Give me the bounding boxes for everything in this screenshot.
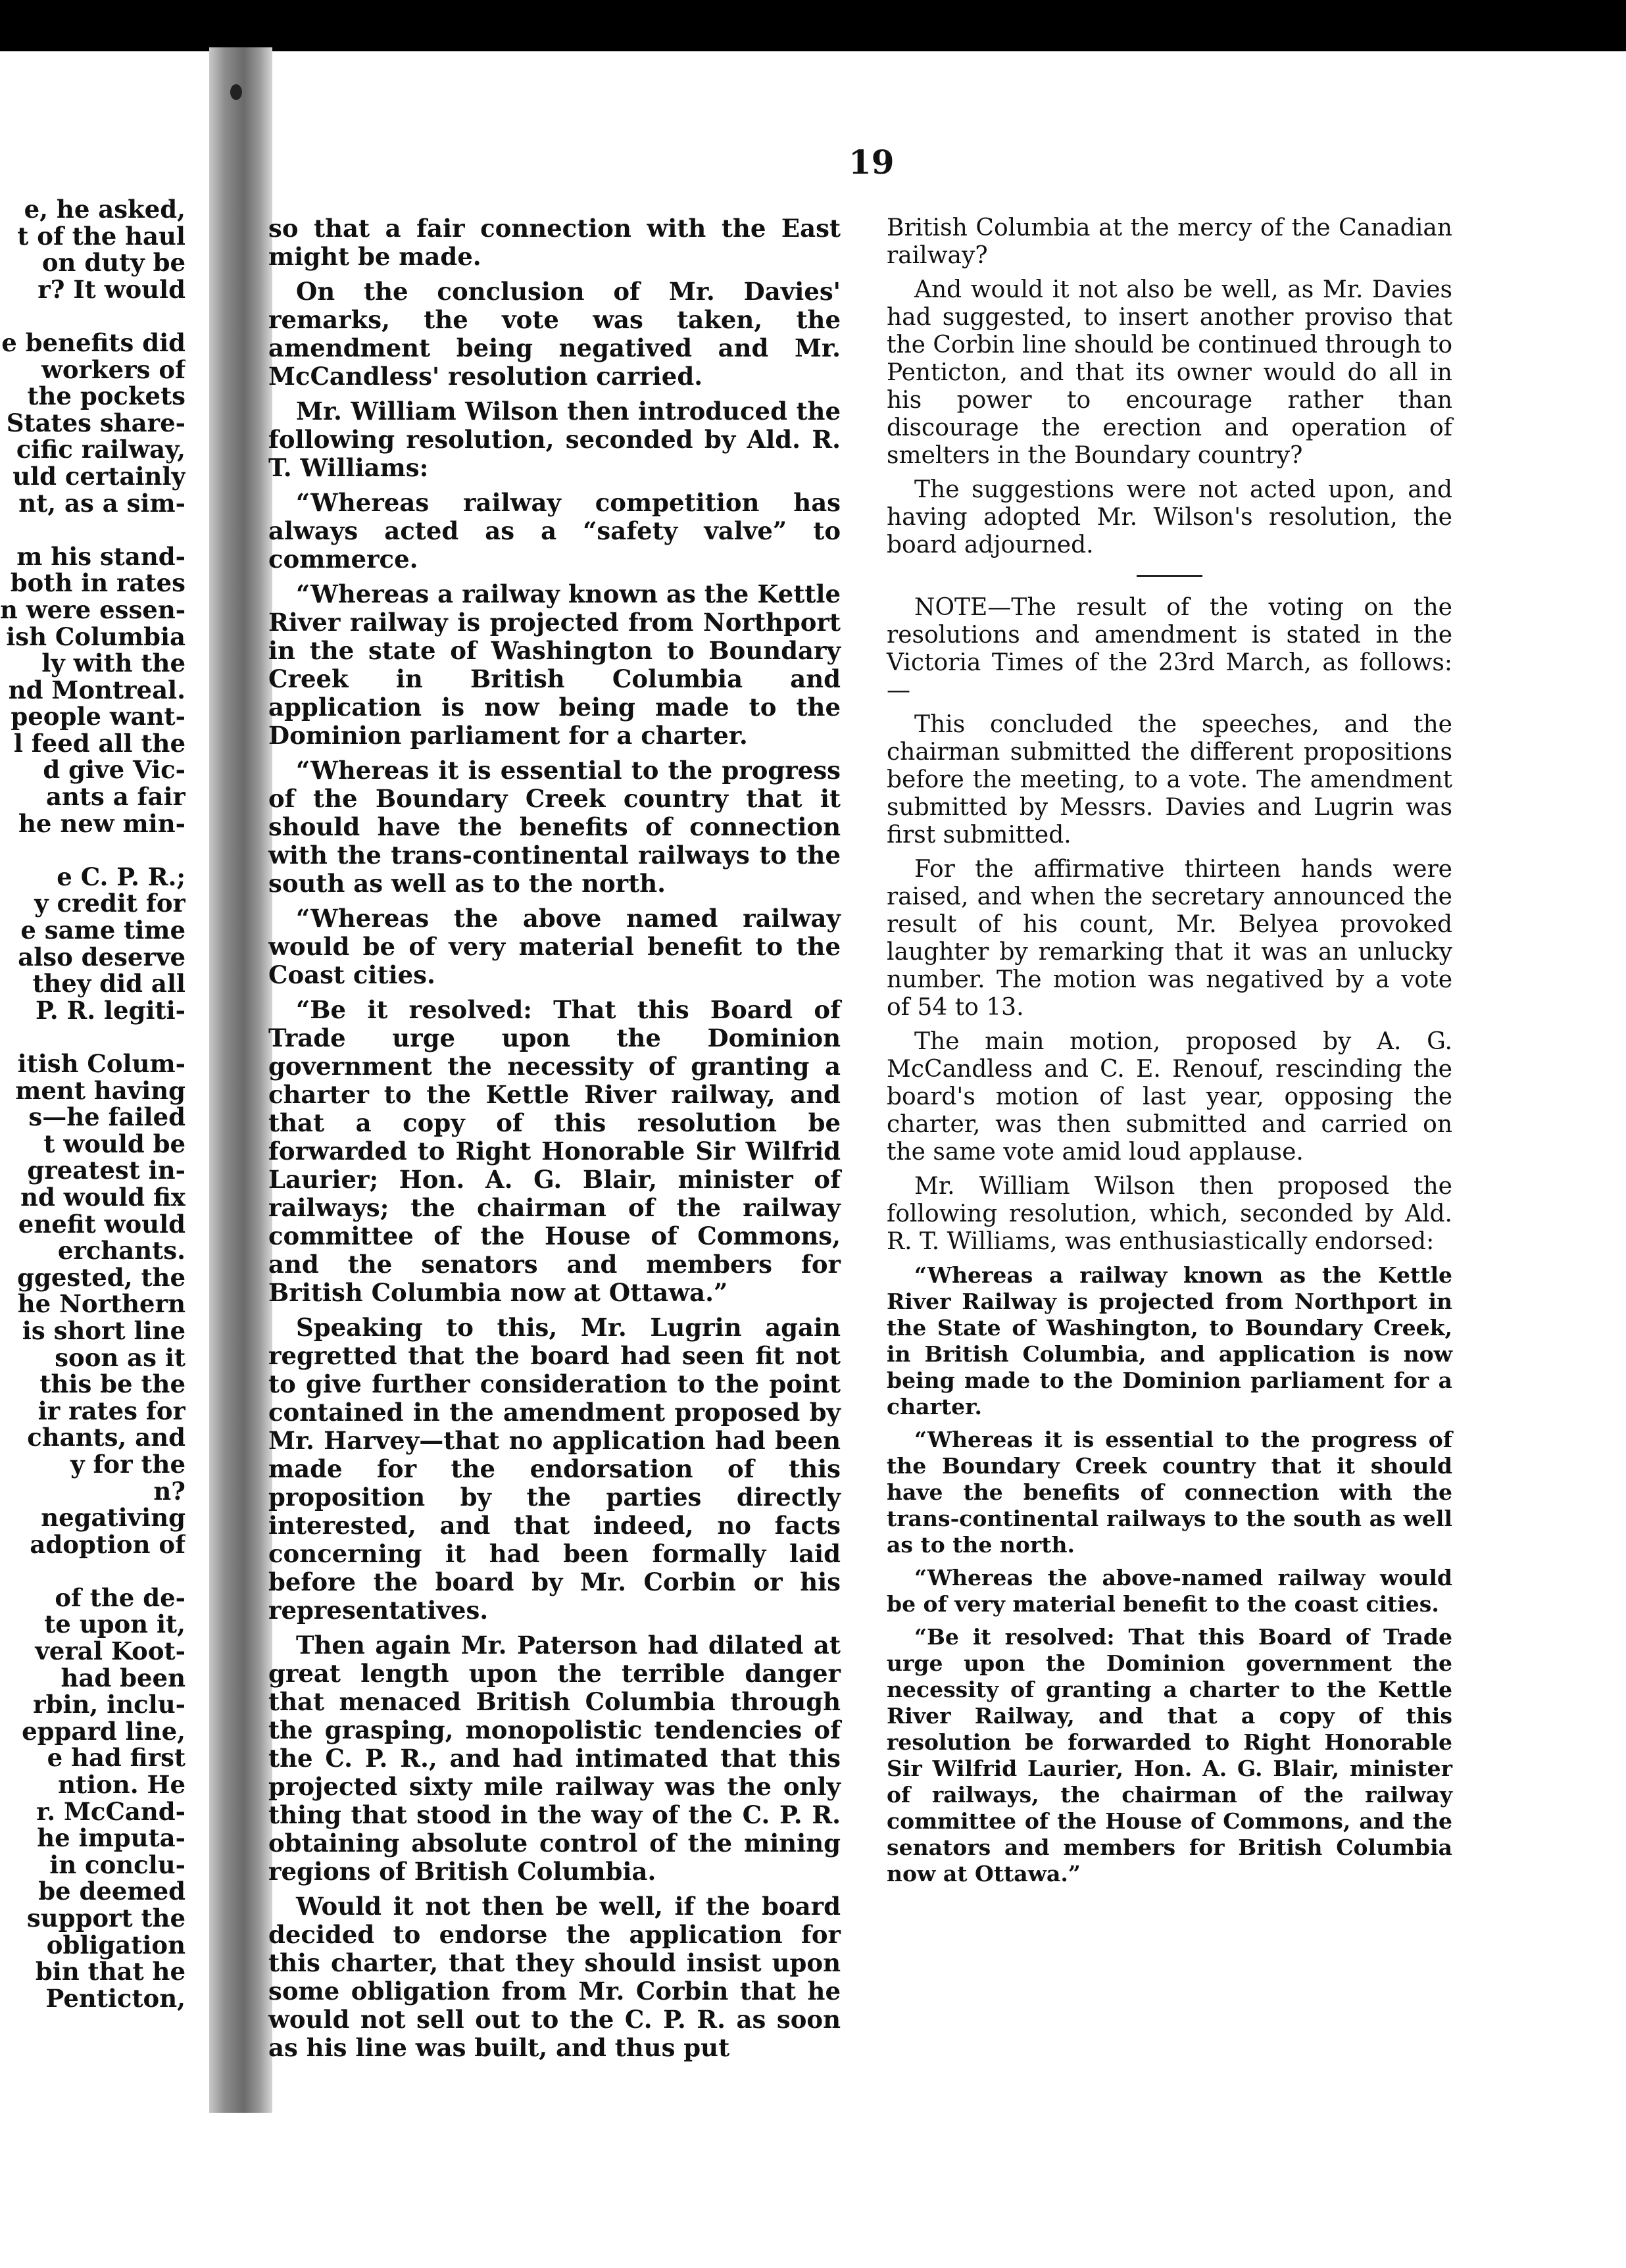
right-column-continuation	[887, 214, 1452, 559]
paragraph: “Whereas a railway known as the Kettle River railway is projected from Northport in the state of Washington to Boundary Creek in British Columbia and application is now being made to the Dominion parliament for a charter.	[268, 579, 841, 750]
fragment-line: n?	[153, 1476, 185, 1506]
fragment-line: greatest in-	[27, 1156, 185, 1185]
fragment-line: y credit for	[34, 889, 185, 918]
left-page-fragment	[0, 196, 185, 2011]
fragment-line: Penticton,	[45, 1983, 185, 2012]
fragment-line: on duty be	[41, 248, 185, 278]
fragment-line: adoption of	[30, 1529, 185, 1559]
middle-column	[268, 214, 841, 2062]
fragment-line: uld certainly	[12, 461, 185, 491]
fragment-line: workers of	[41, 355, 185, 384]
paragraph: “Whereas it is essential to the progress of the Boundary Creek country that it should have the benefits of connection with the trans-continental railways to the south as well as to the north.	[887, 1427, 1452, 1558]
paragraph: “Whereas the above named railway would be of very material benefit to the Coast cities.	[268, 904, 841, 989]
fragment-line: e C. P. R.;	[57, 862, 185, 891]
paragraph: Then again Mr. Paterson had dilated at great length upon the terrible danger that menaced British Columbia through the grasping, monopolistic tendencies of the C. P. R., and had intimated that this projected sixty mile railway was the only thing that stood in the way of the C. P. R. obtaining absolute control of the mining regions of British Columbia.	[268, 1631, 841, 1886]
editorial-note	[887, 594, 1452, 1256]
fragment-line: also deserve	[18, 942, 185, 972]
line-gap	[0, 837, 185, 864]
line-gap	[0, 1558, 185, 1585]
fragment-line: is short line	[22, 1316, 185, 1345]
paragraph: And would it not also be well, as Mr. Davies had suggested, to insert another proviso that the Corbin line should be continued through to Penticton, and that its owner would do all in his power to encourage rather than discourage the erection and operation of smelters in the Boundary country?	[887, 276, 1452, 469]
paragraph: so that a fair connection with the East might be made.	[268, 214, 841, 271]
fragment-line: obligation	[46, 1930, 185, 1960]
fragment-line: chants, and	[27, 1423, 185, 1452]
fragment-line: bin that he	[35, 1957, 185, 1986]
fragment-line: m his stand-	[16, 541, 185, 571]
paragraph: The suggestions were not acted upon, and having adopted Mr. Wilson's resolution, the board adjourned.	[887, 476, 1452, 558]
paragraph: On the conclusion of Mr. Davies' remarks, the vote was taken, the amendment being negatived and Mr. McCandless' resolution carried.	[268, 277, 841, 391]
paragraph: “Whereas railway competition has always acted as a “safety valve” to commerce.	[268, 488, 841, 574]
fragment-line: ggested, the	[17, 1262, 185, 1292]
line-gap	[0, 1023, 185, 1050]
fragment-line: e benefits did	[1, 328, 185, 357]
fragment-line: eppard line,	[22, 1716, 185, 1746]
fragment-line: nd would fix	[20, 1182, 185, 1212]
paragraph: “Be it resolved: That this Board of Trade urge upon the Dominion government the necessity of granting a charter to the Kettle River railway, and that a copy of this resolution be forwarded to Right Honorable Sir Wilfrid Laurier; Hon. A. G. Blair, minister of railways; the chairman of the railway committee of the House of Commons, and the senators and members for British Columbia now at Ottawa.”	[268, 995, 841, 1307]
fragment-line: e same time	[20, 916, 185, 945]
fragment-line: people want-	[11, 702, 185, 731]
line-gap	[0, 516, 185, 543]
fragment-line: ly with the	[41, 649, 185, 678]
fragment-line: had been	[61, 1663, 185, 1692]
paragraph: For the affirmative thirteen hands were raised, and when the secretary announced the result of his count, Mr. Belyea provoked laughter by remarking that it was an unlucky number. The motion was negatived by a vote of 54 to 13.	[887, 856, 1452, 1021]
fragment-line: States share-	[6, 408, 185, 437]
fragment-line: enefit would	[18, 1209, 185, 1239]
fragment-line: he imputa-	[37, 1823, 185, 1853]
fragment-line: veral Koot-	[35, 1637, 185, 1666]
book-gutter	[209, 47, 272, 2113]
fragment-line: soon as it	[55, 1343, 185, 1372]
paragraph: Mr. William Wilson then introduced the following resolution, seconded by Ald. R. T. Williams:	[268, 397, 841, 482]
fragment-line: r. McCand-	[36, 1796, 185, 1826]
fragment-line: ment having	[15, 1075, 185, 1105]
quoted-resolution	[887, 1262, 1452, 1887]
fragment-line: in conclu-	[49, 1850, 185, 1879]
fragment-line: the pockets	[27, 382, 185, 411]
fragment-line: rbin, inclu-	[33, 1690, 185, 1719]
fragment-line: itish Colum-	[17, 1049, 185, 1078]
fragment-line: both in rates	[10, 568, 185, 598]
fragment-line: y for the	[70, 1449, 185, 1479]
fragment-line: ish Columbia	[6, 622, 185, 651]
scan-top-border	[0, 0, 1626, 51]
paragraph: British Columbia at the mercy of the Canadian railway?	[887, 214, 1452, 269]
fragment-line: he new min-	[18, 808, 185, 838]
fragment-line: this be the	[39, 1369, 185, 1399]
paragraph: The main motion, proposed by A. G. McCandless and C. E. Renouf, rescinding the board's motion of last year, opposing the charter, was then submitted and carried on the same vote amid loud applause.	[887, 1028, 1452, 1166]
fragment-line: they did all	[32, 969, 185, 998]
fragment-line: he Northern	[17, 1289, 185, 1319]
fragment-line: support the	[26, 1904, 185, 1933]
fragment-line: nd Montreal.	[8, 675, 185, 704]
fragment-line: cific railway,	[16, 435, 185, 464]
line-gap	[0, 303, 185, 330]
fragment-line: t would be	[43, 1129, 185, 1158]
fragment-line: ntion. He	[58, 1770, 185, 1800]
paragraph: “Whereas it is essential to the progress of the Boundary Creek country that it should have the benefits of connection with the trans-continental railways to the south as well as to the north.	[268, 756, 841, 898]
fragment-line: d give Vic-	[43, 755, 185, 785]
fragment-line: ir rates for	[37, 1396, 185, 1425]
paragraph: NOTE—The result of the voting on the resolutions and amendment is stated in the Victoria Times of the 23rd March, as follows:—	[887, 594, 1452, 704]
fragment-line: t of the haul	[17, 221, 185, 251]
fragment-line: s—he failed	[28, 1102, 185, 1132]
fragment-line: l feed all the	[13, 728, 185, 758]
binding-hole	[230, 84, 242, 100]
paragraph: Speaking to this, Mr. Lugrin again regretted that the board had seen fit not to give further consideration to the point contained in the amendment proposed by Mr. Harvey—that no application had been made for the endorsation of this proposition by the parties directly interested, and that indeed, no facts concerning it had been formally laid before the board by Mr. Corbin or his representatives.	[268, 1313, 841, 1625]
paragraph: This concluded the speeches, and the chairman submitted the different propositions before the meeting, to a vote. The amendment submitted by Messrs. Davies and Lugrin was first submitted.	[887, 711, 1452, 849]
fragment-line: of the de-	[55, 1583, 185, 1612]
paragraph: “Whereas a railway known as the Kettle River Railway is projected from Northport in the State of Washington, to Boundary Creek, in British Columbia, and application is now being made to the Dominion parliament for a charter.	[887, 1262, 1452, 1419]
fragment-line: n were essen-	[0, 595, 185, 624]
right-column	[887, 214, 1452, 1887]
section-divider	[1137, 575, 1202, 577]
page-number: 19	[849, 143, 895, 182]
fragment-line: e, he asked,	[24, 196, 185, 224]
fragment-line: negativing	[41, 1503, 185, 1533]
fragment-line: r? It would	[37, 274, 185, 304]
fragment-line: be deemed	[38, 1877, 185, 1906]
fragment-line: P. R. legiti-	[36, 995, 185, 1025]
fragment-line: te upon it,	[44, 1610, 185, 1639]
paragraph: “Be it resolved: That this Board of Trade urge upon the Dominion government the necessity of granting a charter to the Kettle River Railway, and that a copy of this resolution be forwarded to Right Honorable Sir Wilfrid Laurier, Hon. A. G. Blair, minister of railways, the chairman of the railway committee of the House of Commons, and the senators and members for British Columbia now at Ottawa.”	[887, 1624, 1452, 1886]
paragraph: Would it not then be well, if the board decided to endorse the application for this charter, that they should insist upon some obligation from Mr. Corbin that he would not sell out to the C. P. R. as soon as his line was built, and thus put	[268, 1892, 841, 2062]
fragment-line: ants a fair	[46, 782, 185, 812]
fragment-line: nt, as a sim-	[18, 488, 185, 518]
paragraph: “Whereas the above-named railway would be of very material benefit to the coast cities.	[887, 1565, 1452, 1617]
fragment-line: erchants.	[57, 1236, 185, 1266]
paragraph: Mr. William Wilson then proposed the following resolution, which, seconded by Ald. R. T. Williams, was enthusiastically endorsed:	[887, 1173, 1452, 1255]
fragment-line: e had first	[47, 1743, 185, 1773]
